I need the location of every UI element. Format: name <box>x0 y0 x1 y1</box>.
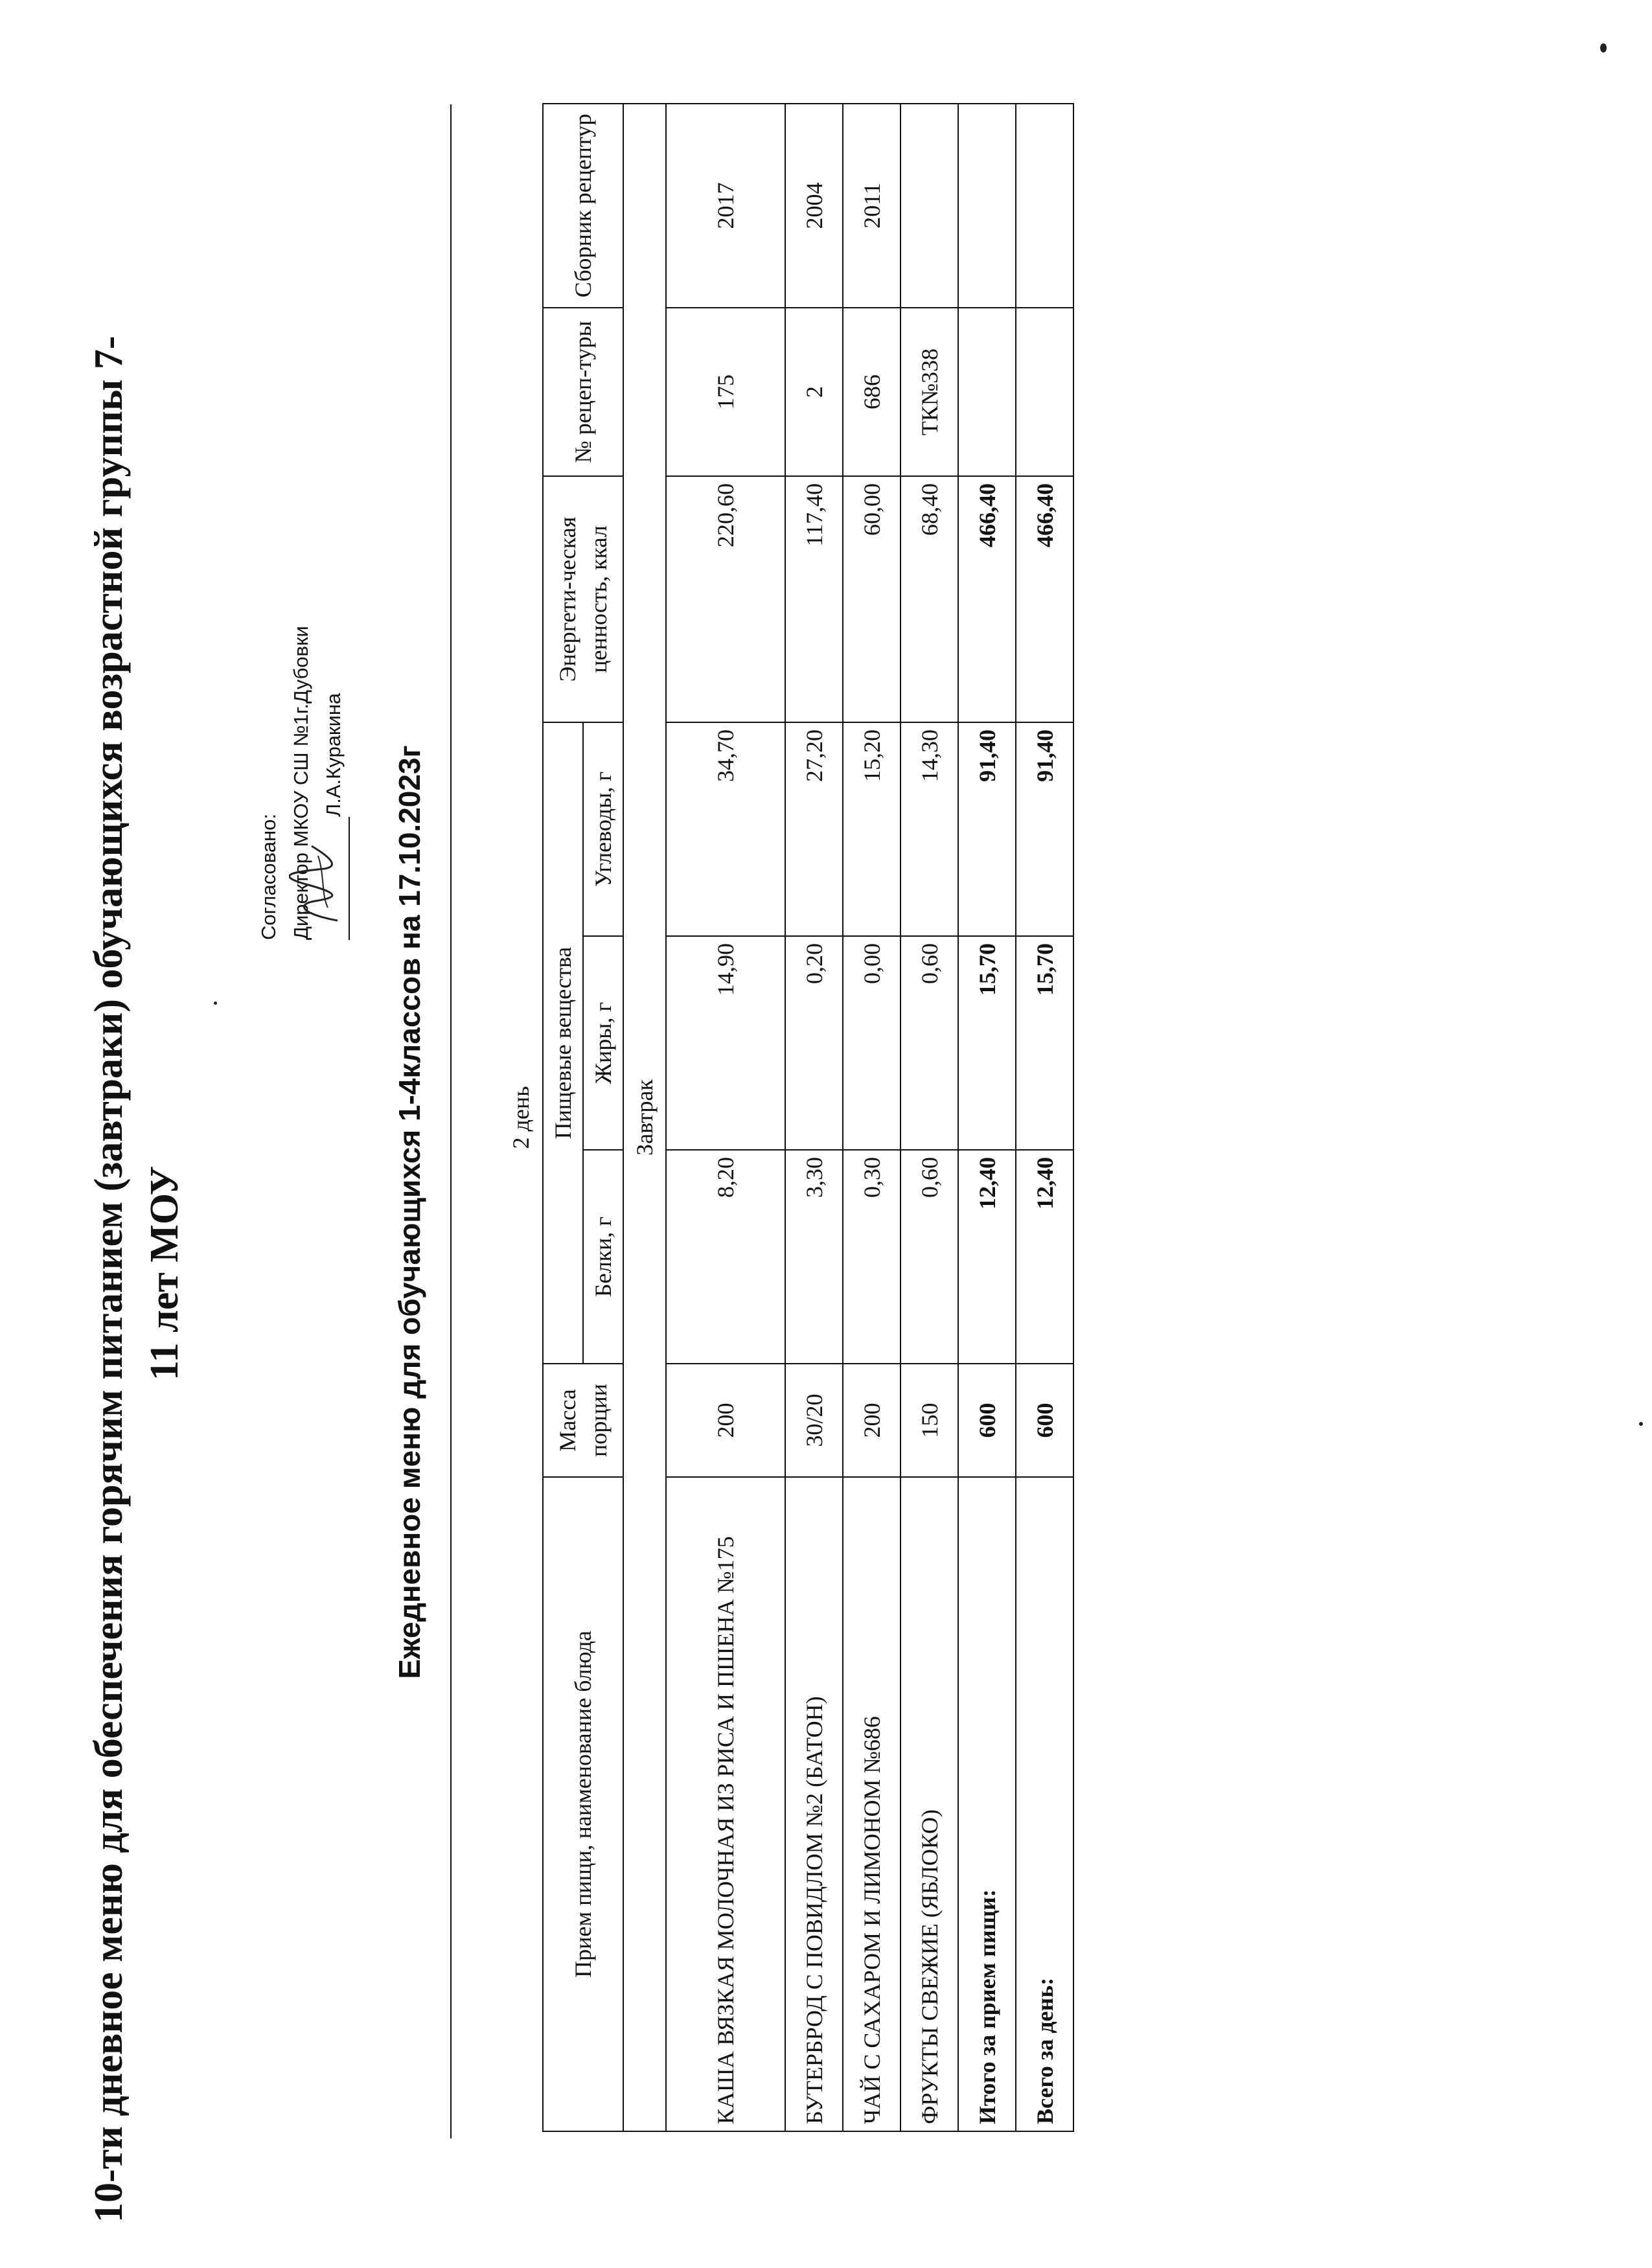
header-fat: Жиры, г <box>583 936 623 1150</box>
approval-agreed: Согласовано: <box>257 813 280 940</box>
approval-director: Директор МКОУ СШ №1г.Дубовки <box>290 626 312 940</box>
subtotal-protein: 12,40 <box>958 1150 1016 1364</box>
dish-fat: 0,60 <box>901 936 958 1150</box>
total-energy: 466,40 <box>1016 476 1073 722</box>
header-row-top <box>543 104 583 2131</box>
meal-label: Завтрак <box>623 104 666 2131</box>
dish-collection: 2017 <box>666 104 785 308</box>
dish-protein: 3,30 <box>785 1150 843 1364</box>
dish-carbs: 34,70 <box>666 722 785 936</box>
subtotal-label: Итого за прием пищи: <box>958 1477 1016 2131</box>
day-label: 2 день <box>499 104 543 2131</box>
header-meal: Прием пищи, наименование блюда <box>543 1477 623 2131</box>
dish-name: БУТЕРБРОД С ПОВИДЛОМ №2 (БАТОН) <box>785 1477 843 2131</box>
dish-recipe-no: 686 <box>843 308 901 476</box>
menu-table <box>499 103 1074 2132</box>
approval-block <box>253 357 350 940</box>
subtotal-recipe-no <box>958 308 1016 476</box>
header-collection: Сборник рецептур <box>543 104 623 308</box>
dish-carbs: 14,30 <box>901 722 958 936</box>
dish-recipe-no: 175 <box>666 308 785 476</box>
document-title-line2: 11 лет МОУ <box>143 1165 187 1380</box>
total-protein: 12,40 <box>1016 1150 1073 1364</box>
dish-fat: 14,90 <box>666 936 785 1150</box>
day-row <box>499 104 543 2131</box>
approval-signature-row <box>317 357 350 940</box>
header-nutrients: Пищевые вещества <box>543 722 583 1364</box>
table-row <box>901 104 958 2131</box>
dish-collection: 2004 <box>785 104 843 308</box>
dish-protein: 0,30 <box>843 1150 901 1364</box>
document-title <box>81 85 192 2223</box>
signature-line <box>325 817 350 940</box>
scan-speck <box>214 1002 217 1005</box>
total-label: Всего за день: <box>1016 1477 1073 2131</box>
signature-mark <box>289 836 347 934</box>
header-recipe-no: № рецеп-туры <box>543 308 623 476</box>
document-title-line1: 10-ти дневное меню для обеспечения горячим питанием (завтраки) обучающихся возрастной группы 7- <box>87 336 131 2223</box>
dish-name: ЧАЙ С САХАРОМ И ЛИМОНОМ №686 <box>843 1477 901 2131</box>
scan-speck <box>1600 43 1607 52</box>
approval-name: Л.А.Куракина <box>322 693 345 817</box>
dish-energy: 68,40 <box>901 476 958 722</box>
dish-mass: 30/20 <box>785 1364 843 1477</box>
subtotal-fat: 15,70 <box>958 936 1016 1150</box>
scan-speck <box>1639 1422 1643 1426</box>
total-recipe-no <box>1016 308 1073 476</box>
divider-line <box>450 104 452 2138</box>
dish-carbs: 27,20 <box>785 722 843 936</box>
dish-collection: 2011 <box>843 104 901 308</box>
table-row <box>666 104 785 2131</box>
dish-recipe-no: ТК№338 <box>901 308 958 476</box>
dish-name: ФРУКТЫ СВЕЖИЕ (ЯБЛОКО) <box>901 1477 958 2131</box>
dish-protein: 0,60 <box>901 1150 958 1364</box>
total-carbs: 91,40 <box>1016 722 1073 936</box>
subtotal-carbs: 91,40 <box>958 722 1016 936</box>
dish-fat: 0,00 <box>843 936 901 1150</box>
dish-energy: 220,60 <box>666 476 785 722</box>
dish-fat: 0,20 <box>785 936 843 1150</box>
dish-recipe-no: 2 <box>785 308 843 476</box>
total-row <box>1016 104 1073 2131</box>
meal-row <box>623 104 666 2131</box>
menu-subtitle: Ежедневное меню для обучающихся 1-4классов на 17.10.2023г <box>393 745 426 1679</box>
table-row <box>785 104 843 2131</box>
dish-mass: 200 <box>843 1364 901 1477</box>
dish-protein: 8,20 <box>666 1150 785 1364</box>
dish-name: КАША ВЯЗКАЯ МОЛОЧНАЯ ИЗ РИСА И ПШЕНА №175 <box>666 1477 785 2131</box>
dish-carbs: 15,20 <box>843 722 901 936</box>
table-row <box>843 104 901 2131</box>
dish-collection <box>901 104 958 308</box>
dish-mass: 200 <box>666 1364 785 1477</box>
header-carbs: Углеводы, г <box>583 722 623 936</box>
header-energy: Энергети-ческая ценность, ккал <box>543 476 623 722</box>
dish-energy: 60,00 <box>843 476 901 722</box>
total-fat: 15,70 <box>1016 936 1073 1150</box>
total-collection <box>1016 104 1073 308</box>
dish-mass: 150 <box>901 1364 958 1477</box>
subtotal-row <box>958 104 1016 2131</box>
header-protein: Белки, г <box>583 1150 623 1364</box>
total-mass: 600 <box>1016 1364 1073 1477</box>
subtotal-collection <box>958 104 1016 308</box>
header-mass: Масса порции <box>543 1364 623 1477</box>
subtotal-energy: 466,40 <box>958 476 1016 722</box>
subtotal-mass: 600 <box>958 1364 1016 1477</box>
dish-energy: 117,40 <box>785 476 843 722</box>
